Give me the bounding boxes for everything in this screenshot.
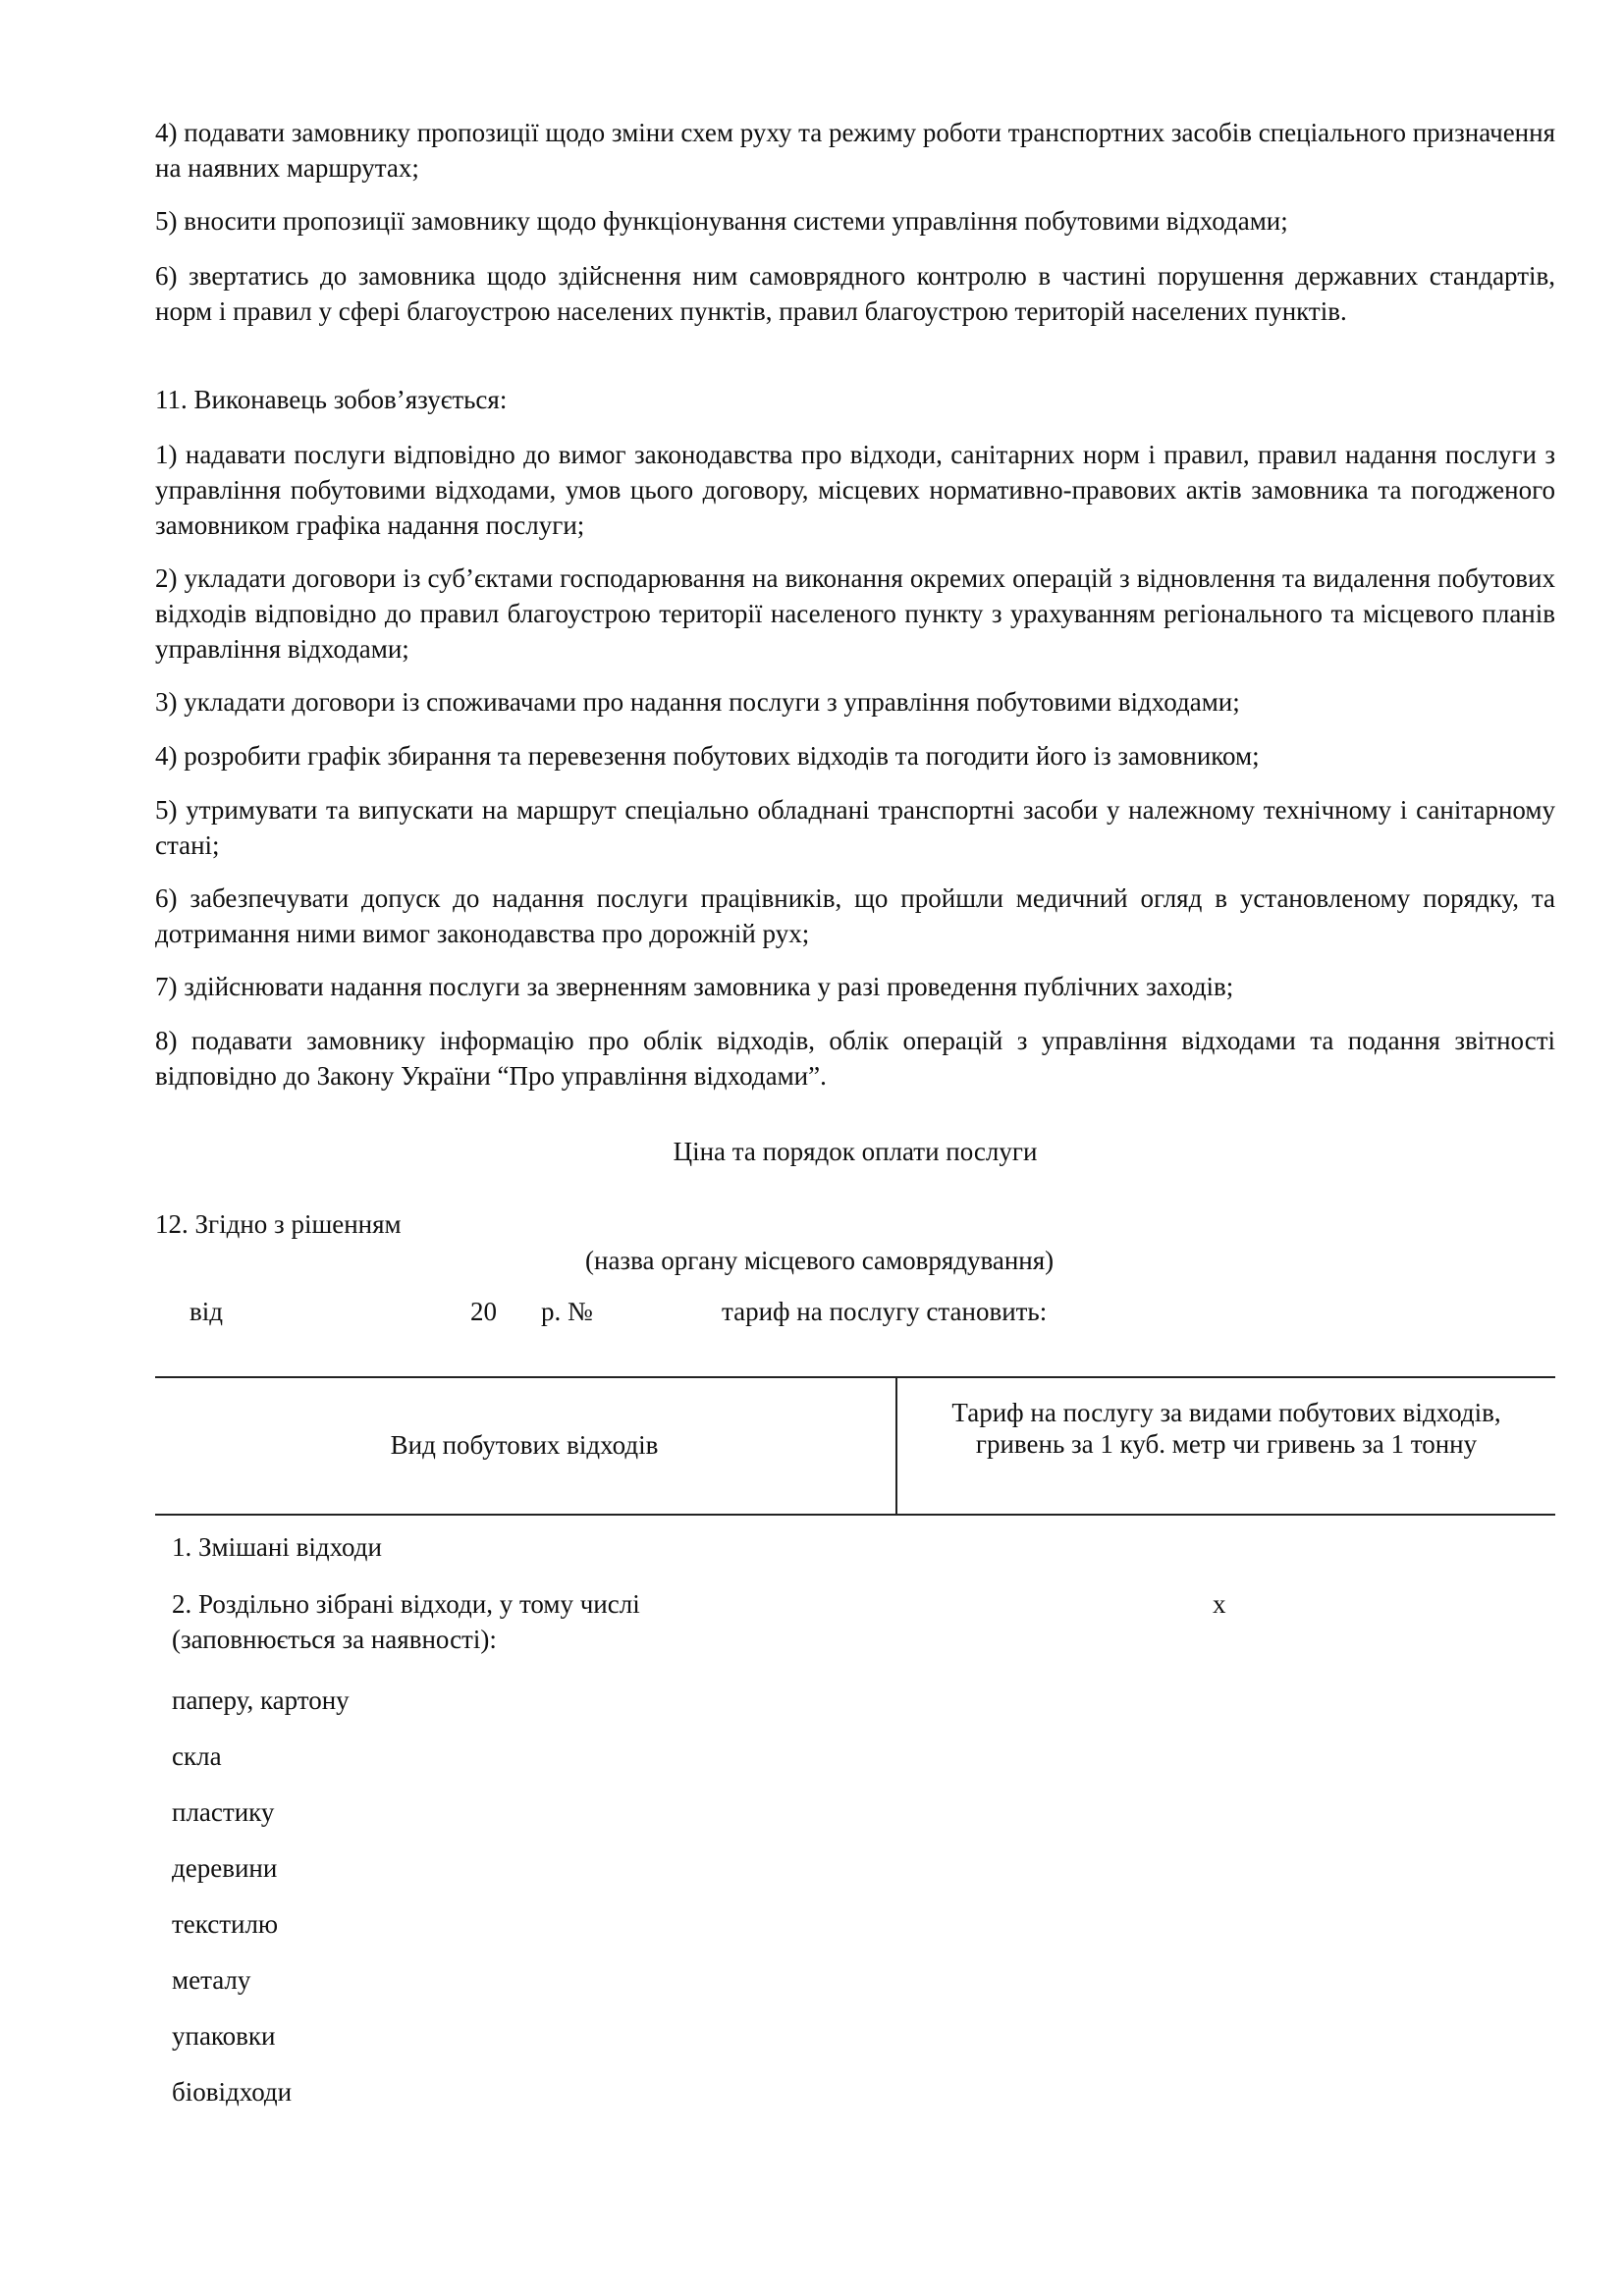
- subitem-packaging: упаковки: [172, 2021, 276, 2051]
- org-name-caption: (назва органу місцевого самоврядування): [585, 1246, 1055, 1275]
- obligation-7: 7) здійснювати надання послуги за зверненням замовника у разі проведення публічних заходів;: [155, 972, 1234, 1001]
- rights-item-4: 4) подавати замовнику пропозиції щодо зміни схем руху та режиму роботи транспортних засобів спеціального призначення на наявних маршрутах;: [155, 118, 1555, 183]
- year-prefix: 20: [470, 1297, 497, 1326]
- subitem-wood: деревини: [172, 1853, 278, 1883]
- table-header-tariff: Тариф на послугу за видами побутових відходів, гривень за 1 куб. метр чи гривень за 1 тонну: [951, 1398, 1501, 1459]
- obligation-2: 2) укладати договори із суб’єктами господарювання на виконання окремих операцій з відновлення та видалення побутових відходів відповідно до правил благоустрою території населеного пункту з урахуванням регіонального та місцевого планів управління відходами;: [155, 563, 1555, 664]
- table-column-divider: [895, 1376, 897, 1514]
- obligation-8: 8) подавати замовнику інформацію про облік відходів, облік операцій з управління відходами та подання звітності відповідно до Закону України “Про управління відходами”.: [155, 1026, 1555, 1091]
- obligation-1: 1) надавати послуги відповідно до вимог законодавства про відходи, санітарних норм і правил, правил надання послуги з управління побутовими відходами, умов цього договору, місцевих нормативно-правових актів замовника та погодженого замовником графіка надання послуги;: [155, 440, 1555, 540]
- subitem-metal: металу: [172, 1965, 251, 1995]
- table-row-separate-waste-value: х: [1213, 1589, 1226, 1619]
- rights-item-5: 5) вносити пропозиції замовнику щодо функціонування системи управління побутовими відходами;: [155, 206, 1288, 236]
- rights-item-6: 6) звертатись до замовника щодо здійснення ним самоврядного контролю в частині порушення державних стандартів, норм і правил у сфері благоустрою населених пунктів, правил благоустрою територій населених пунктів.: [155, 261, 1555, 326]
- section-11-title: 11. Виконавець зобов’язується:: [155, 385, 508, 414]
- obligation-6: 6) забезпечувати допуск до надання послуги працівників, що пройшли медичний огляд в установленому порядку, та дотримання ними вимог законодавства про дорожній рух;: [155, 883, 1555, 948]
- subitem-plastic: пластику: [172, 1797, 275, 1827]
- table-top-rule: [155, 1376, 1555, 1378]
- obligation-5: 5) утримувати та випускати на маршрут спеціально обладнані транспортні засоби у належному технічному і санітарному стані;: [155, 795, 1555, 860]
- subitem-biowaste: біовідходи: [172, 2077, 293, 2107]
- obligation-3: 3) укладати договори із споживачами про надання послуги з управління побутовими відходами;: [155, 687, 1240, 717]
- table-row-separate-waste: 2. Роздільно зібрані відходи, у тому числі (заповнюється за наявності):: [172, 1589, 640, 1654]
- clause-12-intro: 12. Згідно з рішенням: [155, 1209, 402, 1239]
- table-header-waste-type: Вид побутових відходів: [390, 1430, 659, 1460]
- obligation-4: 4) розробити графік збирання та перевезення побутових відходів та погодити його із замовником;: [155, 741, 1260, 771]
- subitem-paper: паперу, картону: [172, 1685, 350, 1715]
- subitem-glass: скла: [172, 1741, 222, 1771]
- price-section-heading: Ціна та порядок оплати послуги: [673, 1137, 1038, 1166]
- tariff-intro-text: тариф на послугу становить:: [722, 1297, 1048, 1326]
- subitem-textile: текстилю: [172, 1909, 279, 1939]
- table-header-rule: [155, 1514, 1555, 1516]
- date-from-label: від: [189, 1297, 223, 1326]
- year-number-label: р. №: [541, 1297, 593, 1326]
- table-row-mixed-waste: 1. Змішані відходи: [172, 1532, 382, 1562]
